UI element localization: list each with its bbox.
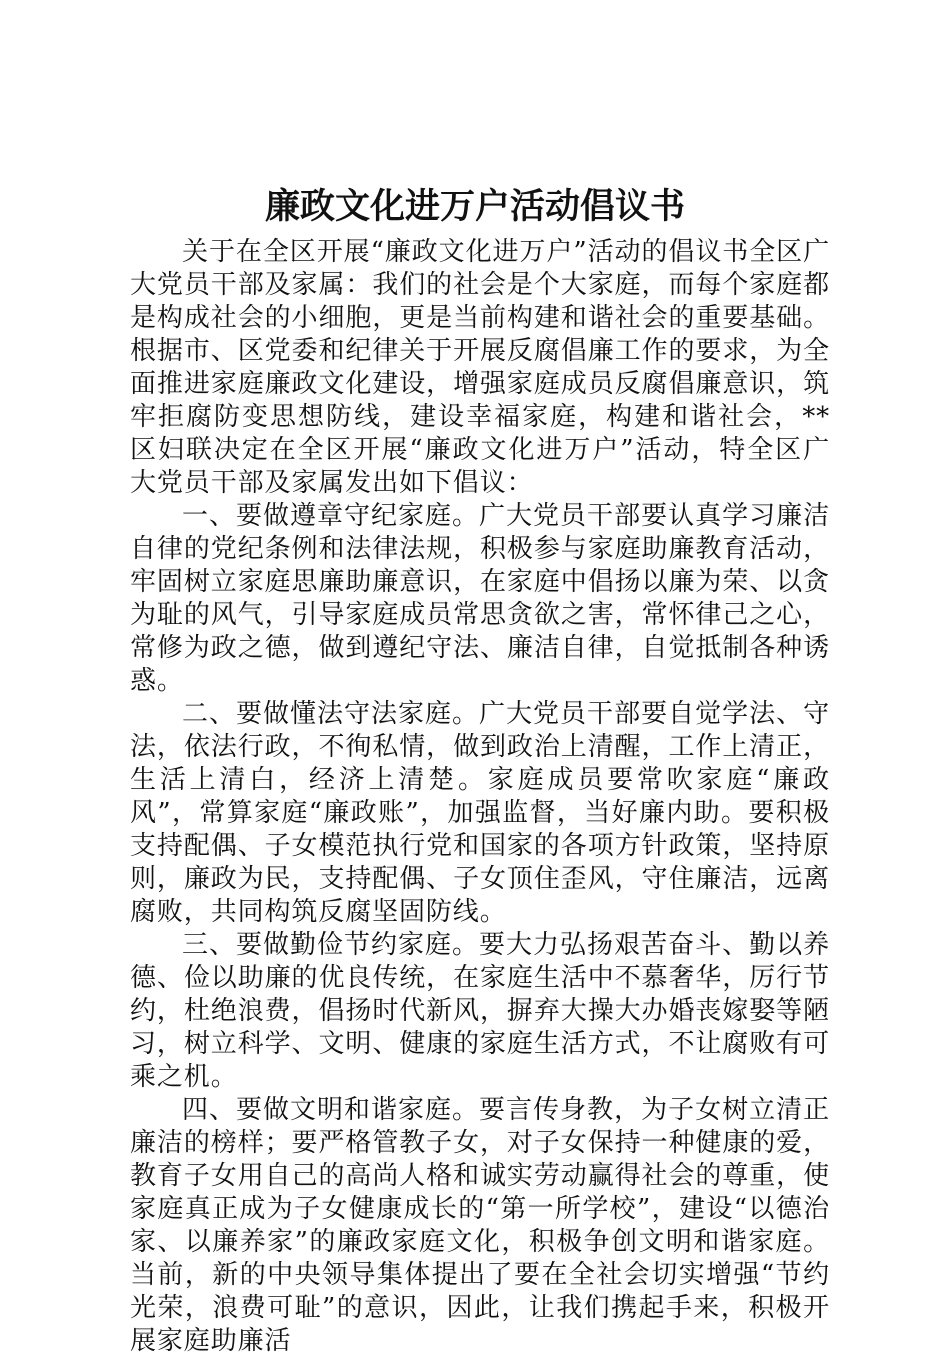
proposal-paragraph-2: 二、要做懂法守法家庭。广大党员干部要自觉学法、守法，依法行政，不徇私情，做到政治上清醒，工作上清正，生活上清白，经济上清楚。家庭成员要常吹家庭“廉政风”，常算家庭“廉政账”，加强监督，当好廉内助。要积极支持配偶、子女模范执行党和国家的各项方针政策，坚持原则，廉政为民，支持配偶、子女顶住歪风，守住廉洁，远离腐败，共同构筑反腐坚固防线。 [130, 699, 830, 927]
document-body [130, 236, 830, 1358]
document-title: 廉政文化进万户活动倡议书 [264, 187, 685, 227]
intro-paragraph: 关于在全区开展“廉政文化进万户”活动的倡议书全区广大党员干部及家属：我们的社会是个大家庭，而每个家庭都是构成社会的小细胞，更是当前构建和谐社会的重要基础。根据市、区党委和纪律关于开展反腐倡廉工作的要求，为全面推进家庭廉政文化建设，增强家庭成员反腐倡廉意识，筑牢拒腐防变思想防线，建设幸福家庭，构建和谐社会，**区妇联决定在全区开展“廉政文化进万户”活动，特全区广大党员干部及家属发出如下倡议： [130, 237, 830, 498]
proposal-paragraph-3: 三、要做勤俭节约家庭。要大力弘扬艰苦奋斗、勤以养德、俭以助廉的优良传统，在家庭生活中不慕奢华，厉行节约，杜绝浪费，倡扬时代新风，摒弃大操大办婚丧嫁娶等陋习，树立科学、文明、健康的家庭生活方式，不让腐败有可乘之机。 [130, 930, 830, 1092]
proposal-paragraph-4: 四、要做文明和谐家庭。要言传身教，为子女树立清正廉洁的榜样；要严格管教子女，对子女保持一种健康的爱，教育子女用自己的高尚人格和诚实劳动赢得社会的尊重，使家庭真正成为子女健康成长的“第一所学校”，建设“以德治家、以廉养家”的廉政家庭文化，积极争创文明和谐家庭。当前，新的中央领导集体提出了要在全社会切实增强“节约光荣，浪费可耻”的意识，因此，让我们携起手来，积极开展家庭助廉活 [130, 1095, 830, 1356]
proposal-paragraph-1: 一、要做遵章守纪家庭。广大党员干部要认真学习廉洁自律的党纪条例和法律法规，积极参与家庭助廉教育活动，牢固树立家庭思廉助廉意识，在家庭中倡扬以廉为荣、以贪为耻的风气，引导家庭成员常思贪欲之害，常怀律己之心，常修为政之德，做到遵纪守法、廉洁自律，自觉抵制各种诱惑。 [130, 501, 830, 696]
